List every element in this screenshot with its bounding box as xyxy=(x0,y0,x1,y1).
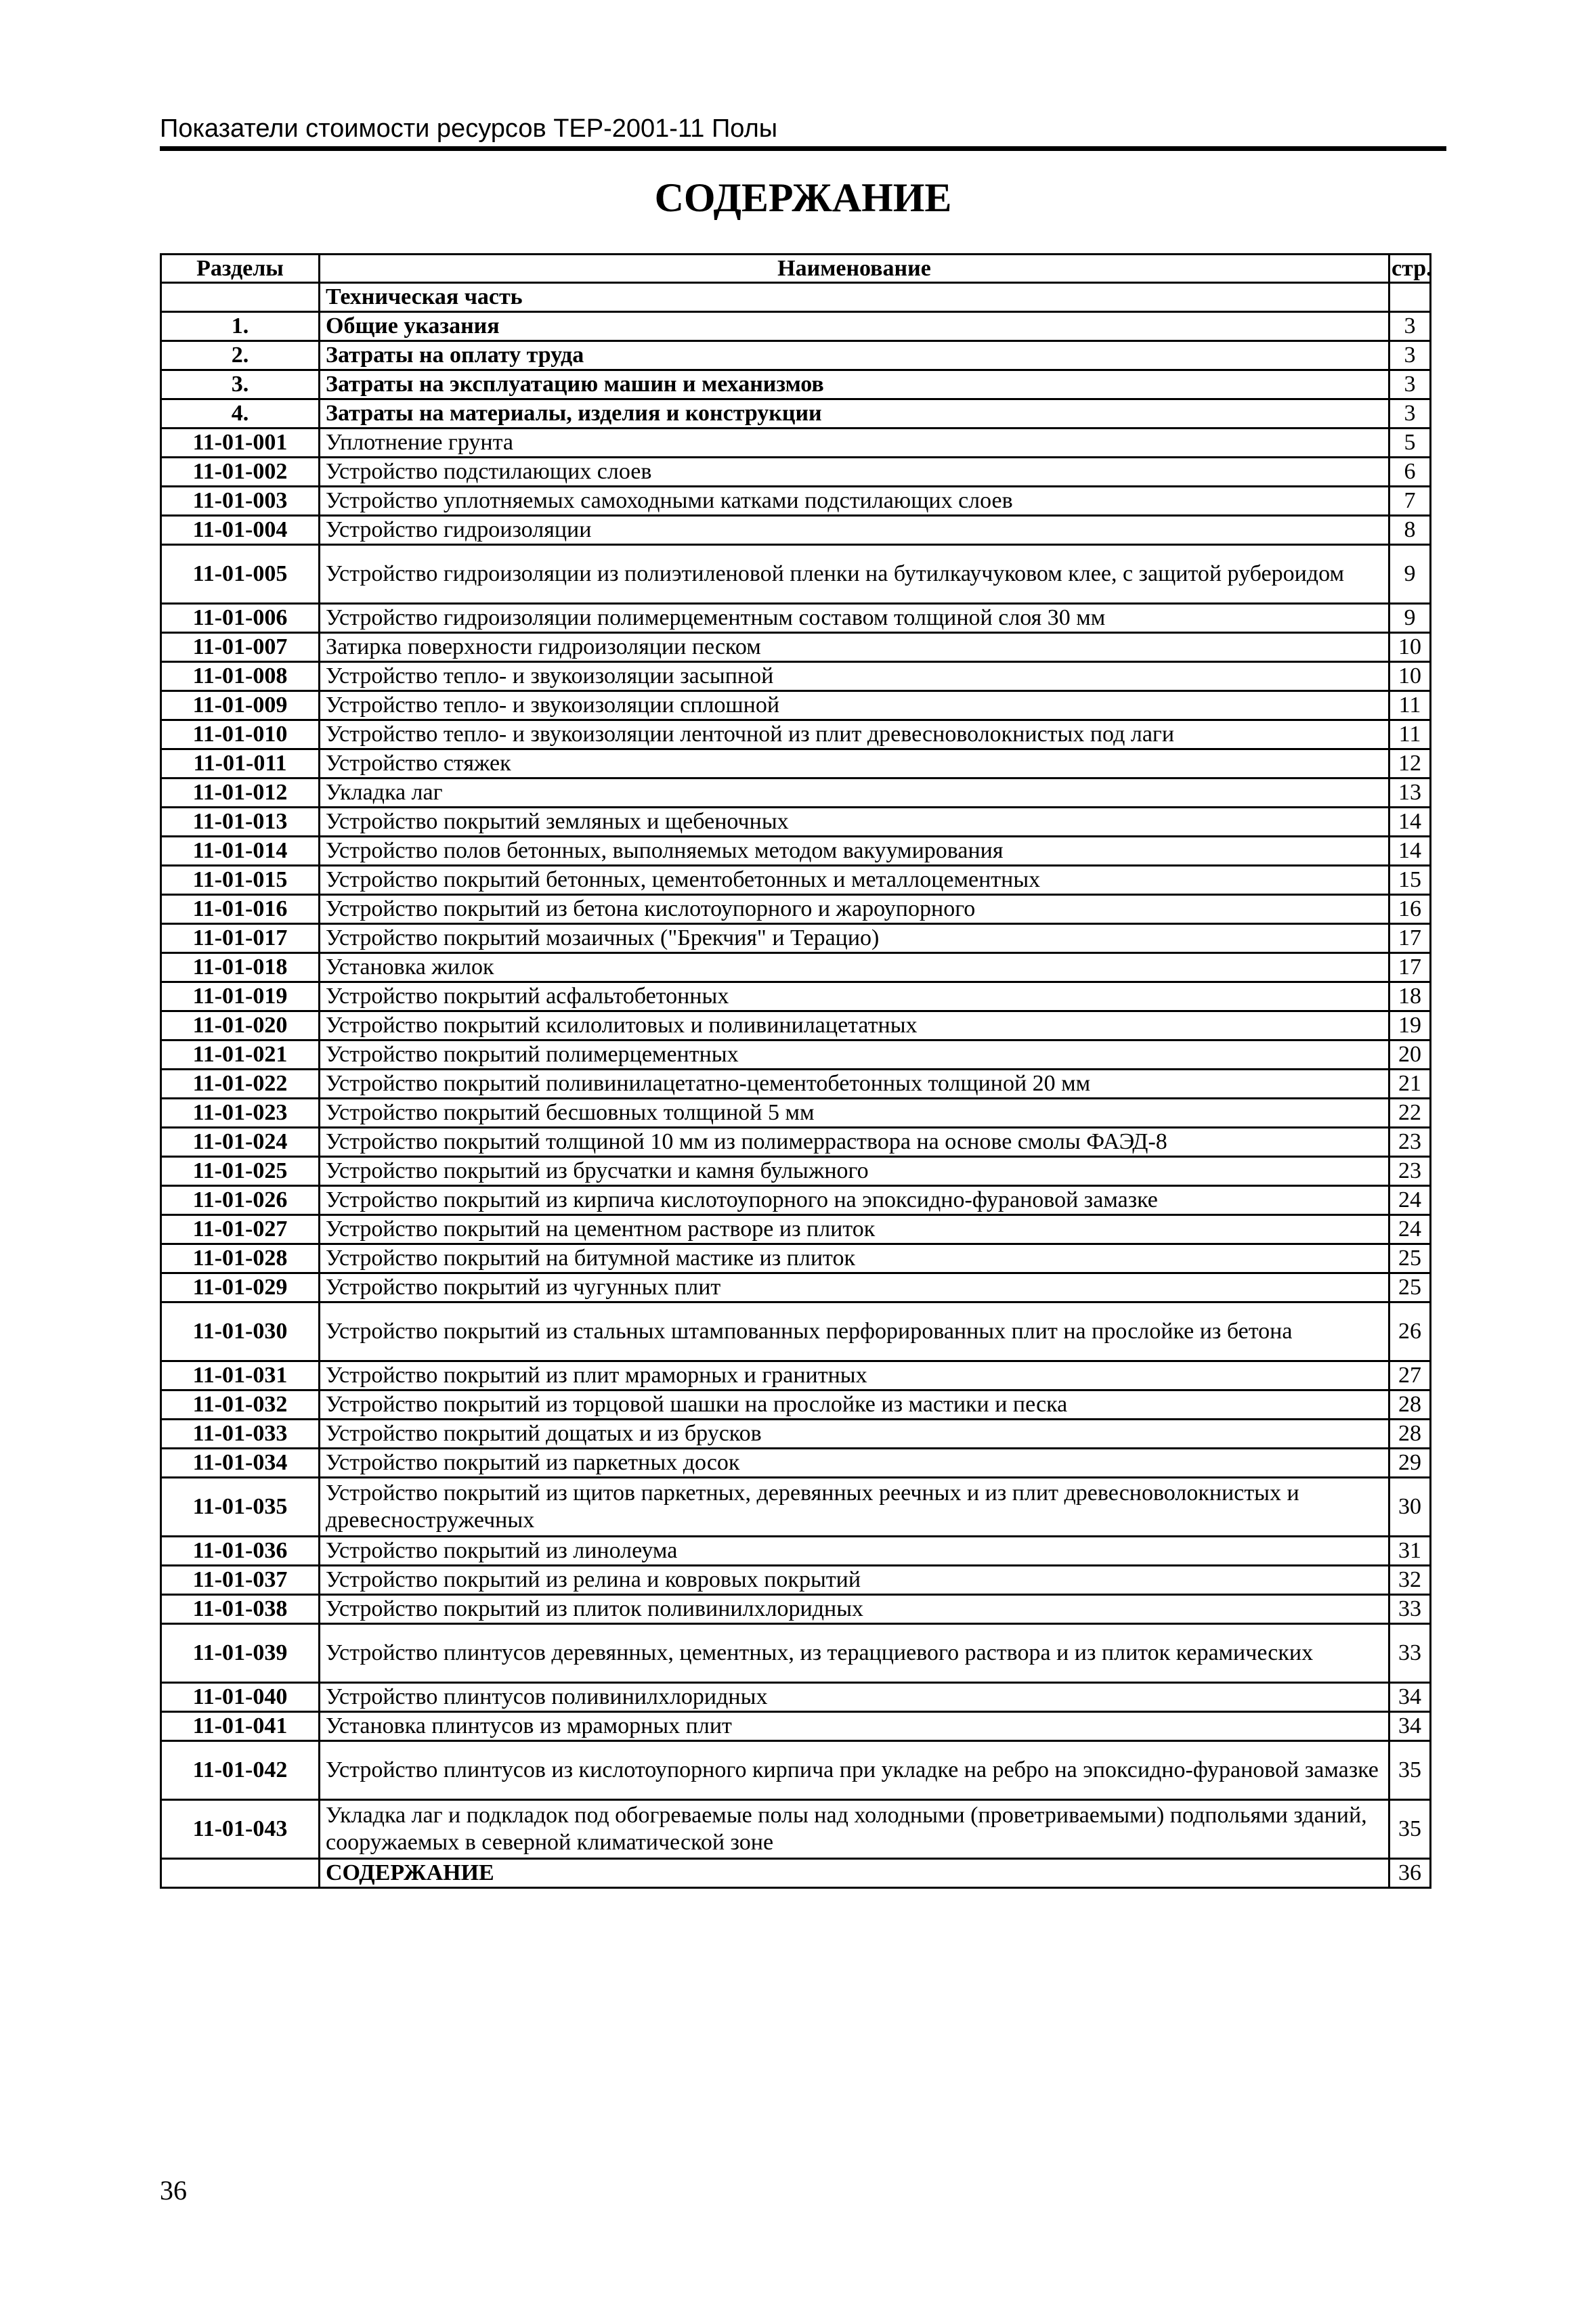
section-code: 11-01-005 xyxy=(161,545,320,604)
page-ref: 16 xyxy=(1389,895,1431,924)
section-name: Устройство полов бетонных, выполняемых методом вакуумирования xyxy=(320,837,1389,866)
header-rule xyxy=(160,146,1446,151)
table-row xyxy=(161,1800,1431,1859)
table-row xyxy=(161,1128,1431,1157)
page-ref: 10 xyxy=(1389,633,1431,662)
section-code: 11-01-009 xyxy=(161,691,320,720)
section-name: Затирка поверхности гидроизоляции песком xyxy=(320,633,1389,662)
page-ref: 17 xyxy=(1389,953,1431,982)
section-code: 11-01-014 xyxy=(161,837,320,866)
page-ref: 11 xyxy=(1389,691,1431,720)
page-ref xyxy=(1389,283,1431,312)
page-ref: 3 xyxy=(1389,312,1431,341)
section-code: 11-01-010 xyxy=(161,720,320,749)
section-code: 11-01-002 xyxy=(161,458,320,487)
table-row xyxy=(161,953,1431,982)
section-name: Установка жилок xyxy=(320,953,1389,982)
table-row xyxy=(161,1683,1431,1712)
section-name: СОДЕРЖАНИЕ xyxy=(320,1859,1389,1888)
table-row xyxy=(161,1420,1431,1449)
table-row xyxy=(161,1361,1431,1390)
table-row xyxy=(161,1099,1431,1128)
table-row xyxy=(161,604,1431,633)
section-code: 11-01-023 xyxy=(161,1099,320,1128)
section-name: Устройство покрытий толщиной 10 мм из полимерраствора на основе смолы ФАЭД-8 xyxy=(320,1128,1389,1157)
page-ref: 25 xyxy=(1389,1244,1431,1273)
table-row xyxy=(161,1595,1431,1624)
section-name: Устройство покрытий бетонных, цементобетонных и металлоцементных xyxy=(320,866,1389,895)
page-ref: 9 xyxy=(1389,604,1431,633)
table-row xyxy=(161,312,1431,341)
table-row xyxy=(161,1741,1431,1800)
page-ref: 26 xyxy=(1389,1302,1431,1361)
page-ref: 10 xyxy=(1389,662,1431,691)
section-name: Устройство покрытий из линолеума xyxy=(320,1537,1389,1566)
page-ref: 21 xyxy=(1389,1070,1431,1099)
page-ref: 3 xyxy=(1389,370,1431,399)
section-code: 11-01-024 xyxy=(161,1128,320,1157)
table-row xyxy=(161,1215,1431,1244)
table-row xyxy=(161,720,1431,749)
table-row xyxy=(161,429,1431,458)
section-code: 11-01-039 xyxy=(161,1624,320,1683)
page-ref: 33 xyxy=(1389,1595,1431,1624)
section-name: Устройство покрытий дощатых и из брусков xyxy=(320,1420,1389,1449)
page-ref: 8 xyxy=(1389,516,1431,545)
table-row xyxy=(161,1157,1431,1186)
page-ref: 3 xyxy=(1389,399,1431,429)
section-code: 11-01-006 xyxy=(161,604,320,633)
section-code: 11-01-018 xyxy=(161,953,320,982)
table-row xyxy=(161,545,1431,604)
section-name: Устройство плинтусов из кислотоупорного кирпича при укладке на ребро на эпоксидно-фурановой замазке xyxy=(320,1741,1389,1800)
table-row xyxy=(161,1859,1431,1888)
section-name: Затраты на эксплуатацию машин и механизмов xyxy=(320,370,1389,399)
section-name: Устройство покрытий асфальтобетонных xyxy=(320,982,1389,1011)
page-ref: 25 xyxy=(1389,1273,1431,1302)
section-code: 11-01-001 xyxy=(161,429,320,458)
table-row xyxy=(161,1390,1431,1420)
section-code: 11-01-008 xyxy=(161,662,320,691)
table-row xyxy=(161,691,1431,720)
page-ref: 9 xyxy=(1389,545,1431,604)
section-code: 11-01-041 xyxy=(161,1712,320,1741)
section-code: 3. xyxy=(161,370,320,399)
section-code: 11-01-021 xyxy=(161,1040,320,1070)
section-name: Устройство плинтусов поливинилхлоридных xyxy=(320,1683,1389,1712)
section-code: 11-01-034 xyxy=(161,1449,320,1478)
page-ref: 28 xyxy=(1389,1390,1431,1420)
section-code: 11-01-013 xyxy=(161,808,320,837)
section-name: Укладка лаг и подкладок под обогреваемые полы над холодными (проветриваемыми) подпольями зданий, сооружаемых в северной климатической зоне xyxy=(320,1800,1389,1859)
section-name: Устройство покрытий из плит мраморных и гранитных xyxy=(320,1361,1389,1390)
table-row xyxy=(161,458,1431,487)
page-ref: 29 xyxy=(1389,1449,1431,1478)
table-row xyxy=(161,1040,1431,1070)
table-row xyxy=(161,1011,1431,1040)
section-name: Устройство уплотняемых самоходными катками подстилающих слоев xyxy=(320,487,1389,516)
section-code: 11-01-027 xyxy=(161,1215,320,1244)
table-row xyxy=(161,982,1431,1011)
section-name: Затраты на материалы, изделия и конструкции xyxy=(320,399,1389,429)
page-ref: 7 xyxy=(1389,487,1431,516)
section-code xyxy=(161,1859,320,1888)
table-body xyxy=(161,283,1431,1888)
page-ref: 33 xyxy=(1389,1624,1431,1683)
page-ref: 19 xyxy=(1389,1011,1431,1040)
section-name: Устройство подстилающих слоев xyxy=(320,458,1389,487)
column-header-sections: Разделы xyxy=(161,255,320,283)
section-code: 11-01-012 xyxy=(161,779,320,808)
section-code: 11-01-025 xyxy=(161,1157,320,1186)
table-row xyxy=(161,1537,1431,1566)
running-header: Показатели стоимости ресурсов ТЕР-2001-11 Полы xyxy=(160,114,778,143)
page-ref: 28 xyxy=(1389,1420,1431,1449)
section-name: Устройство тепло- и звукоизоляции ленточной из плит древесноволокнистых под лаги xyxy=(320,720,1389,749)
page-ref: 23 xyxy=(1389,1157,1431,1186)
table-row xyxy=(161,1449,1431,1478)
section-code: 11-01-037 xyxy=(161,1566,320,1595)
section-code: 11-01-017 xyxy=(161,924,320,953)
section-name: Укладка лаг xyxy=(320,779,1389,808)
section-name: Устройство покрытий бесшовных толщиной 5 мм xyxy=(320,1099,1389,1128)
section-code: 11-01-035 xyxy=(161,1478,320,1537)
section-code: 11-01-029 xyxy=(161,1273,320,1302)
table-row xyxy=(161,487,1431,516)
contents-table xyxy=(160,253,1431,1889)
page-ref: 27 xyxy=(1389,1361,1431,1390)
page-ref: 24 xyxy=(1389,1186,1431,1215)
table-row xyxy=(161,633,1431,662)
section-code: 11-01-011 xyxy=(161,749,320,779)
page-ref: 20 xyxy=(1389,1040,1431,1070)
table-row xyxy=(161,1624,1431,1683)
table-row xyxy=(161,1478,1431,1537)
section-code: 11-01-033 xyxy=(161,1420,320,1449)
section-code: 11-01-022 xyxy=(161,1070,320,1099)
page-ref: 30 xyxy=(1389,1478,1431,1537)
page-ref: 14 xyxy=(1389,837,1431,866)
section-name: Устройство покрытий из бетона кислотоупорного и жароупорного xyxy=(320,895,1389,924)
section-name: Устройство покрытий из чугунных плит xyxy=(320,1273,1389,1302)
page-ref: 5 xyxy=(1389,429,1431,458)
section-name: Устройство покрытий из торцовой шашки на прослойке из мастики и песка xyxy=(320,1390,1389,1420)
section-name: Техническая часть xyxy=(320,283,1389,312)
page-ref: 32 xyxy=(1389,1566,1431,1595)
table-row xyxy=(161,662,1431,691)
section-code: 11-01-020 xyxy=(161,1011,320,1040)
section-code: 11-01-015 xyxy=(161,866,320,895)
table-row xyxy=(161,779,1431,808)
section-name: Устройство тепло- и звукоизоляции засыпной xyxy=(320,662,1389,691)
table-row xyxy=(161,1712,1431,1741)
section-code: 2. xyxy=(161,341,320,370)
section-code: 11-01-004 xyxy=(161,516,320,545)
page-ref: 13 xyxy=(1389,779,1431,808)
page-ref: 3 xyxy=(1389,341,1431,370)
table-row xyxy=(161,1186,1431,1215)
section-name: Устройство покрытий ксилолитовых и поливинилацетатных xyxy=(320,1011,1389,1040)
section-code: 11-01-003 xyxy=(161,487,320,516)
page-ref: 34 xyxy=(1389,1712,1431,1741)
section-code: 11-01-016 xyxy=(161,895,320,924)
section-code: 11-01-032 xyxy=(161,1390,320,1420)
section-code: 11-01-031 xyxy=(161,1361,320,1390)
page-ref: 34 xyxy=(1389,1683,1431,1712)
section-code: 11-01-007 xyxy=(161,633,320,662)
table-row xyxy=(161,1273,1431,1302)
page-ref: 22 xyxy=(1389,1099,1431,1128)
section-code: 11-01-019 xyxy=(161,982,320,1011)
table-row xyxy=(161,924,1431,953)
section-name: Устройство плинтусов деревянных, цементных, из терацциевого раствора и из плиток керамических xyxy=(320,1624,1389,1683)
table-row xyxy=(161,283,1431,312)
section-name: Устройство гидроизоляции из полиэтиленовой пленки на бутилкаучуковом клее, с защитой рубероидом xyxy=(320,545,1389,604)
page-ref: 14 xyxy=(1389,808,1431,837)
page-ref: 23 xyxy=(1389,1128,1431,1157)
section-name: Устройство тепло- и звукоизоляции сплошной xyxy=(320,691,1389,720)
section-name: Устройство покрытий на битумной мастике из плиток xyxy=(320,1244,1389,1273)
table-header-row xyxy=(161,255,1431,283)
page-title: СОДЕРЖАНИЕ xyxy=(654,175,952,220)
section-code: 1. xyxy=(161,312,320,341)
column-header-page: стр. xyxy=(1389,255,1431,283)
page-number: 36 xyxy=(160,2175,187,2206)
section-code: 11-01-030 xyxy=(161,1302,320,1361)
table-row xyxy=(161,749,1431,779)
section-name: Устройство покрытий полимерцементных xyxy=(320,1040,1389,1070)
page-ref: 36 xyxy=(1389,1859,1431,1888)
section-code: 11-01-042 xyxy=(161,1741,320,1800)
section-code: 11-01-043 xyxy=(161,1800,320,1859)
section-code xyxy=(161,283,320,312)
page-ref: 35 xyxy=(1389,1800,1431,1859)
section-name: Установка плинтусов из мраморных плит xyxy=(320,1712,1389,1741)
table-row xyxy=(161,837,1431,866)
section-name: Устройство покрытий на цементном растворе из плиток xyxy=(320,1215,1389,1244)
section-name: Устройство покрытий из брусчатки и камня булыжного xyxy=(320,1157,1389,1186)
section-name: Устройство покрытий из релина и ковровых покрытий xyxy=(320,1566,1389,1595)
section-code: 4. xyxy=(161,399,320,429)
page-ref: 12 xyxy=(1389,749,1431,779)
table-row xyxy=(161,1070,1431,1099)
section-code: 11-01-036 xyxy=(161,1537,320,1566)
section-code: 11-01-038 xyxy=(161,1595,320,1624)
page-ref: 11 xyxy=(1389,720,1431,749)
section-name: Устройство покрытий из плиток поливинилхлоридных xyxy=(320,1595,1389,1624)
section-name: Устройство покрытий мозаичных ("Брекчия" и Терацио) xyxy=(320,924,1389,953)
section-name: Устройство гидроизоляции полимерцементным составом толщиной слоя 30 мм xyxy=(320,604,1389,633)
section-name: Устройство стяжек xyxy=(320,749,1389,779)
section-name: Устройство покрытий поливинилацетатно-цементобетонных толщиной 20 мм xyxy=(320,1070,1389,1099)
page-ref: 6 xyxy=(1389,458,1431,487)
page-ref: 15 xyxy=(1389,866,1431,895)
section-code: 11-01-028 xyxy=(161,1244,320,1273)
page-ref: 35 xyxy=(1389,1741,1431,1800)
table-row xyxy=(161,1302,1431,1361)
section-name: Устройство гидроизоляции xyxy=(320,516,1389,545)
section-name: Затраты на оплату труда xyxy=(320,341,1389,370)
table-row xyxy=(161,516,1431,545)
section-name: Устройство покрытий земляных и щебеночных xyxy=(320,808,1389,837)
page-ref: 17 xyxy=(1389,924,1431,953)
table-row xyxy=(161,341,1431,370)
page-ref: 24 xyxy=(1389,1215,1431,1244)
section-name: Устройство покрытий из щитов паркетных, деревянных реечных и из плит древесноволокнистых и древесностружечных xyxy=(320,1478,1389,1537)
column-header-name: Наименование xyxy=(320,255,1389,283)
table-row xyxy=(161,399,1431,429)
section-name: Устройство покрытий из паркетных досок xyxy=(320,1449,1389,1478)
table-row xyxy=(161,808,1431,837)
page-ref: 18 xyxy=(1389,982,1431,1011)
table-row xyxy=(161,895,1431,924)
table-row xyxy=(161,1566,1431,1595)
section-name: Общие указания xyxy=(320,312,1389,341)
table-row xyxy=(161,1244,1431,1273)
table-row xyxy=(161,370,1431,399)
section-name: Уплотнение грунта xyxy=(320,429,1389,458)
page-ref: 31 xyxy=(1389,1537,1431,1566)
section-name: Устройство покрытий из стальных штампованных перфорированных плит на прослойке из бетона xyxy=(320,1302,1389,1361)
section-code: 11-01-026 xyxy=(161,1186,320,1215)
table-row xyxy=(161,866,1431,895)
section-code: 11-01-040 xyxy=(161,1683,320,1712)
section-name: Устройство покрытий из кирпича кислотоупорного на эпоксидно-фурановой замазке xyxy=(320,1186,1389,1215)
